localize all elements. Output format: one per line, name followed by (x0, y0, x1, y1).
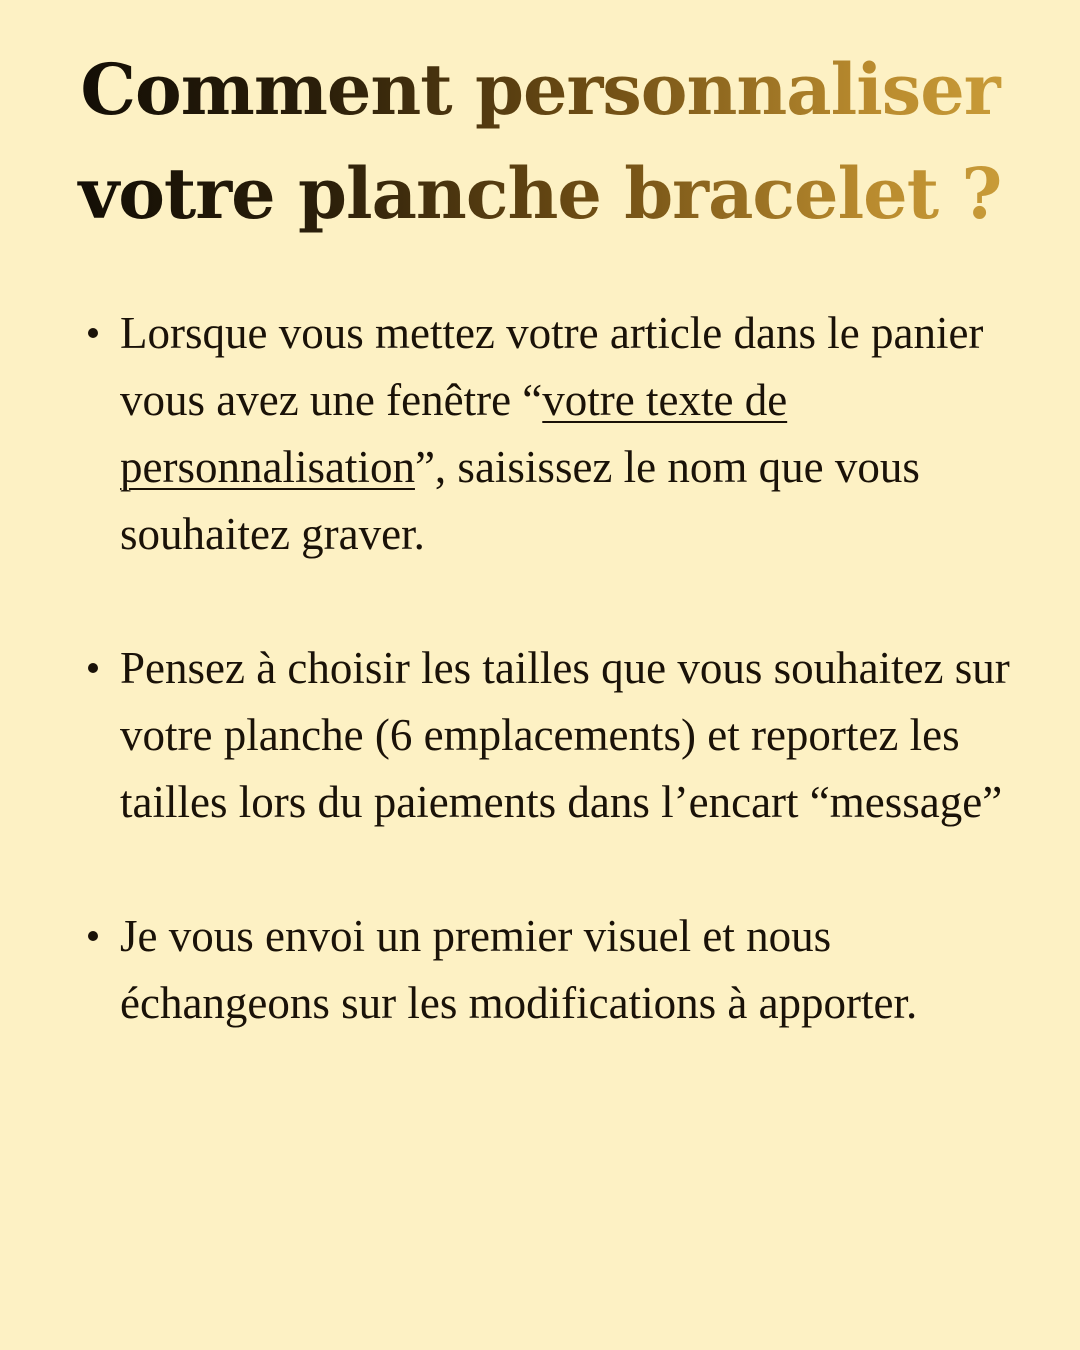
personalization-field-name: votre texte de personnalisation (120, 375, 788, 492)
list-item (84, 903, 1024, 1037)
bullet-dot-icon (88, 328, 98, 338)
bullet-dot-icon (88, 663, 98, 673)
bullet-text-before: Lorsque vous mettez votre article dans le panier vous avez une fenêtre “ (120, 308, 984, 425)
bullet-text: Pensez à choisir les tailles que vous souhaitez sur votre planche (6 emplacements) et reportez les tailles lors du paiements dans l’encart “message” (120, 643, 1010, 827)
bullet-dot-icon (88, 931, 98, 941)
list-item (84, 300, 1024, 568)
list-item (84, 635, 1024, 836)
title-line-2: votre planche bracelet ? (78, 152, 1002, 235)
title-line-1: Comment personnaliser (80, 48, 1000, 131)
bullet-text: Je vous envoi un premier visuel et nous échangeons sur les modifications à apporter. (120, 911, 918, 1028)
page-title (0, 38, 1080, 246)
instructions-list (84, 300, 1024, 1037)
bullet-text-after: ”, saisissez le nom que vous souhaitez graver. (120, 442, 920, 559)
